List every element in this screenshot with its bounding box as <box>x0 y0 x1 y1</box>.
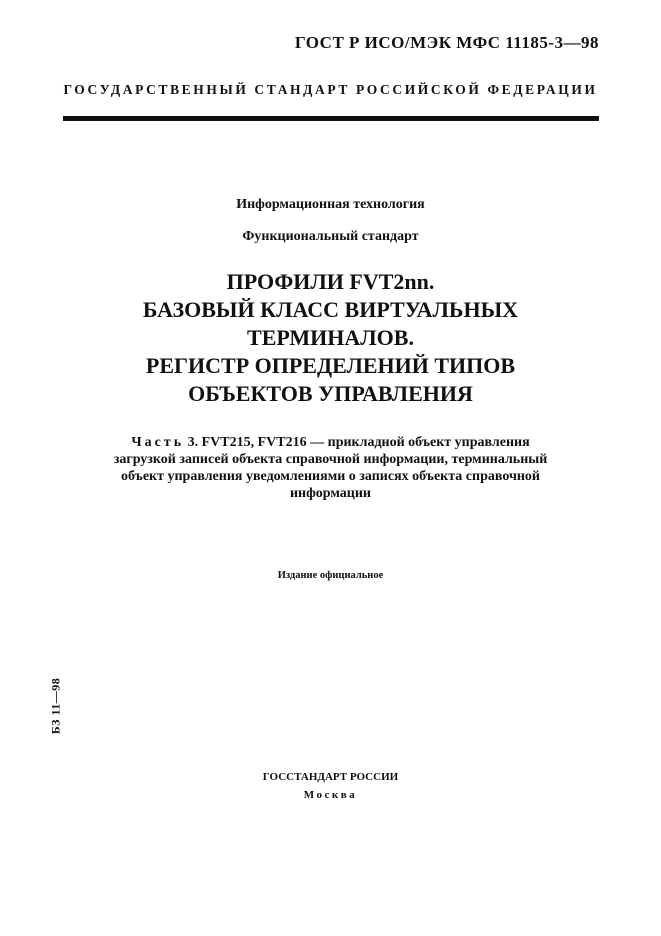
subject-line-2: Функциональный стандарт <box>242 229 419 244</box>
part-line-1 <box>0 434 661 451</box>
title-line-1: ПРОФИЛИ FVT2nn. <box>226 269 435 294</box>
publisher-name: ГОССТАНДАРТ РОССИИ <box>262 771 399 783</box>
header-divider <box>63 116 599 121</box>
state-standard-heading: ГОСУДАРСТВЕННЫЙ СТАНДАРТ РОССИЙСКОЙ ФЕДЕРАЦИИ <box>63 82 598 97</box>
edition-note: Издание официальное <box>277 570 384 581</box>
side-index-mark: БЗ 11—98 <box>48 677 63 735</box>
publisher-city: Москва <box>303 789 358 801</box>
title-line-5: ОБЪЕКТОВ УПРАВЛЕНИЯ <box>188 381 473 406</box>
part-description <box>0 434 661 502</box>
subject-line-1: Информационная технология <box>236 197 425 212</box>
document-title <box>0 268 661 408</box>
part-line-4: информации <box>289 486 372 501</box>
part-line-2: загрузкой записей объекта справочной информации, терминальный <box>113 452 548 467</box>
part-line-3: объект управления уведомлениями о записях объекта справочной <box>121 469 540 484</box>
title-line-4: РЕГИСТР ОПРЕДЕЛЕНИЙ ТИПОВ <box>145 353 516 378</box>
gost-designation: ГОСТ Р ИСО/МЭК МФС 11185-3—98 <box>294 33 599 52</box>
title-line-3: ТЕРМИНАЛОВ. <box>247 325 414 350</box>
part-label: Часть <box>131 435 185 450</box>
title-line-2: БАЗОВЫЙ КЛАСС ВИРТУАЛЬНЫХ <box>142 297 519 322</box>
part-line-1-text: 3. FVT215, FVT216 — прикладной объект управления <box>184 435 530 450</box>
